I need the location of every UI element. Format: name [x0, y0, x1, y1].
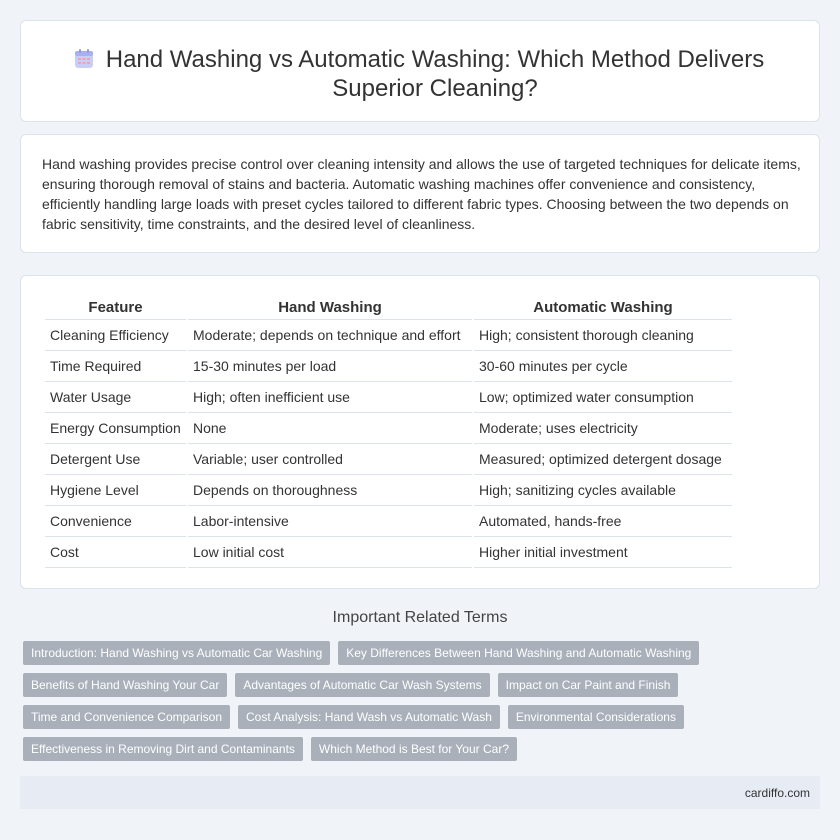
related-terms-list: [23, 641, 723, 769]
intro-text: Hand washing provides precise control over cleaning intensity and allows the use of targeted techniques for delicate items, ensuring thorough removal of stains and bacteria. Automatic washing machines offer convenience and consistency, efficiently handling large loads with preset cycles tailored to different fabric types. Choosing between the two depends on fabric sensitivity, time constraints, and the desired level of cleanliness.: [42, 156, 801, 232]
table-header-row: [45, 296, 732, 320]
related-term-tag[interactable]: Benefits of Hand Washing Your Car: [23, 673, 227, 697]
table-row: [45, 320, 732, 351]
table-row: [45, 506, 732, 537]
tag-row: [23, 705, 723, 729]
column-header-feature: Feature: [45, 296, 186, 320]
footer: [20, 776, 820, 809]
table-cell: High; consistent thorough cleaning: [474, 320, 732, 351]
table-cell: High; sanitizing cycles available: [474, 475, 732, 506]
title-card: [20, 20, 820, 122]
table-cell: Automated, hands-free: [474, 506, 732, 537]
table-cell: Cost: [45, 537, 186, 568]
footer-site-link[interactable]: cardiffo.com: [744, 786, 810, 800]
table-cell: Time Required: [45, 351, 186, 382]
related-term-tag[interactable]: Cost Analysis: Hand Wash vs Automatic Wash: [238, 705, 500, 729]
table-cell: Variable; user controlled: [188, 444, 472, 475]
table-cell: Cleaning Efficiency: [45, 320, 186, 351]
related-term-tag[interactable]: Impact on Car Paint and Finish: [498, 673, 679, 697]
table-cell: Labor-intensive: [188, 506, 472, 537]
related-term-tag[interactable]: Environmental Considerations: [508, 705, 684, 729]
tag-row: [23, 641, 723, 665]
page-title: Hand Washing vs Automatic Washing: Which Method Delivers Superior Cleaning?: [105, 46, 765, 102]
table-cell: None: [188, 413, 472, 444]
comparison-table-card: [20, 275, 820, 589]
related-term-tag[interactable]: Effectiveness in Removing Dirt and Contaminants: [23, 737, 303, 761]
column-header-hand-washing: Hand Washing: [188, 296, 472, 320]
table-row: [45, 351, 732, 382]
related-term-tag[interactable]: Which Method is Best for Your Car?: [311, 737, 517, 761]
intro-card: [20, 134, 820, 253]
table-cell: Low initial cost: [188, 537, 472, 568]
table-row: [45, 537, 732, 568]
table-cell: Detergent Use: [45, 444, 186, 475]
related-terms-heading: Important Related Terms: [332, 609, 508, 626]
table-cell: Depends on thoroughness: [188, 475, 472, 506]
table-cell: High; often inefficient use: [188, 382, 472, 413]
tag-row: [23, 673, 723, 697]
column-header-automatic-washing: Automatic Washing: [474, 296, 732, 320]
related-term-tag[interactable]: Advantages of Automatic Car Wash Systems: [235, 673, 489, 697]
table-cell: Low; optimized water consumption: [474, 382, 732, 413]
table-cell: Energy Consumption: [45, 413, 186, 444]
table-row: [45, 382, 732, 413]
table-cell: 15-30 minutes per load: [188, 351, 472, 382]
comparison-table: [43, 296, 734, 568]
table-row: [45, 475, 732, 506]
related-term-tag[interactable]: Introduction: Hand Washing vs Automatic Car Washing: [23, 641, 330, 665]
table-cell: Higher initial investment: [474, 537, 732, 568]
table-row: [45, 444, 732, 475]
table-cell: Water Usage: [45, 382, 186, 413]
table-cell: Measured; optimized detergent dosage: [474, 444, 732, 475]
related-term-tag[interactable]: Key Differences Between Hand Washing and Automatic Washing: [338, 641, 699, 665]
related-term-tag[interactable]: Time and Convenience Comparison: [23, 705, 230, 729]
table-cell: Hygiene Level: [45, 475, 186, 506]
table-cell: Convenience: [45, 506, 186, 537]
table-row: [45, 413, 732, 444]
table-cell: Moderate; uses electricity: [474, 413, 732, 444]
table-cell: Moderate; depends on technique and effort: [188, 320, 472, 351]
table-cell: 30-60 minutes per cycle: [474, 351, 732, 382]
tag-row: [23, 737, 723, 761]
